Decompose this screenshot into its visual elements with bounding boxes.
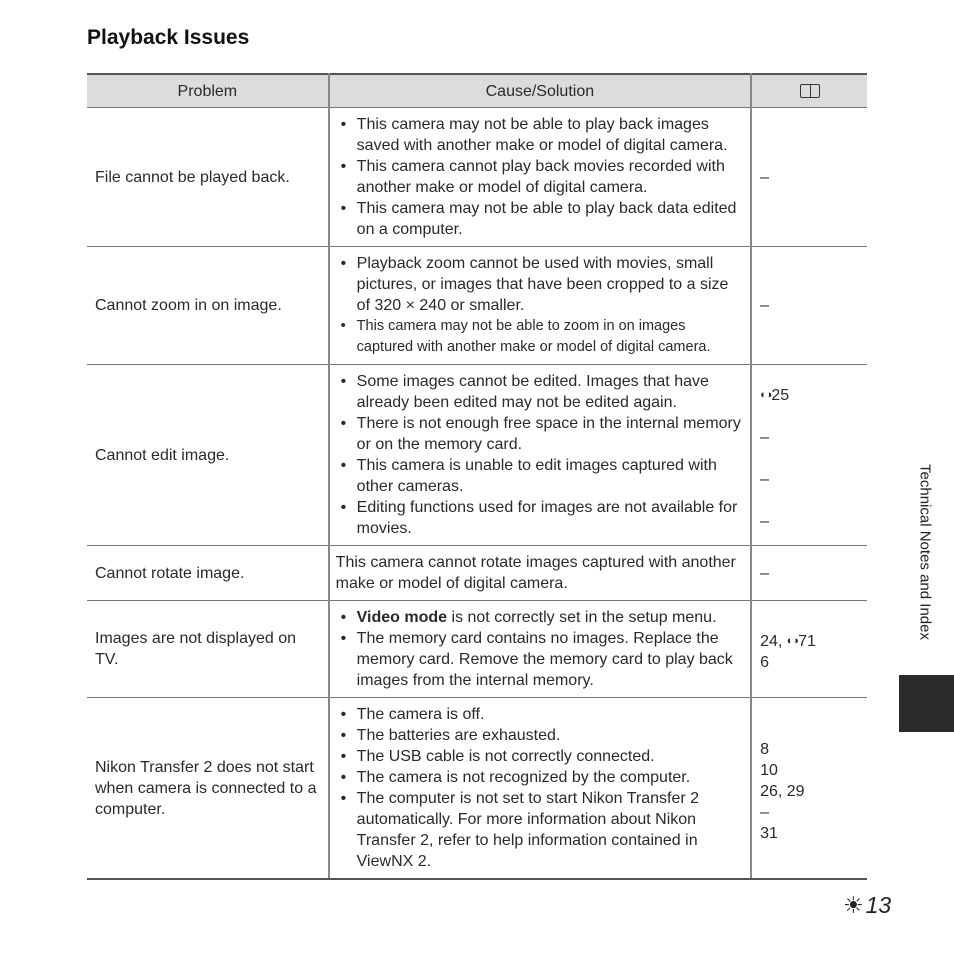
reference-cell: –	[751, 247, 867, 365]
list-item: • The computer is not set to start Nikon Transfer 2 automatically. For more information about Nikon Transfer 2, refer to help information contained in ViewNX 2.	[336, 788, 744, 872]
column-header-problem: Problem	[87, 74, 329, 108]
list-item: • The camera is off.	[336, 704, 744, 725]
reference-cell: –	[751, 546, 867, 601]
reference-value: –	[760, 803, 769, 821]
problem-cell: Cannot rotate image.	[87, 546, 329, 601]
list-item: • The camera is not recognized by the computer.	[336, 767, 744, 788]
list-item: • Some images cannot be edited. Images that have already been edited may not be edited again.	[336, 371, 744, 413]
reference-link[interactable]: ◐◑25	[760, 386, 790, 404]
reference-link[interactable]: 24, ◐◑71	[760, 633, 816, 650]
reference-value: 6	[760, 654, 769, 671]
list-item: • The batteries are exhausted.	[336, 725, 744, 746]
cause-solution-cell	[329, 365, 751, 546]
section-tab-marker	[899, 675, 954, 732]
list-item: • The USB cable is not correctly connected.	[336, 746, 744, 767]
cause-solution-cell	[329, 108, 751, 247]
list-item: • Playback zoom cannot be used with movies, small pictures, or images that have been cropped to a size of 320 × 240 or smaller.	[336, 253, 744, 316]
reference-cell	[751, 365, 867, 546]
problem-cell: File cannot be played back.	[87, 108, 329, 247]
book-icon	[800, 84, 820, 98]
table-row	[87, 247, 867, 365]
table-header-row	[87, 74, 867, 108]
reference-value: 10	[760, 761, 778, 779]
technical-notes-icon: ☀	[843, 892, 864, 918]
reference-value: 26, 29	[760, 782, 805, 800]
table-row	[87, 698, 867, 880]
section-side-label: Technical Notes and Index	[916, 464, 934, 640]
reference-value: –	[760, 470, 769, 488]
reference-value: 31	[760, 824, 778, 842]
table-row	[87, 601, 867, 698]
page-number: ☀13	[843, 892, 892, 918]
list-item: • There is not enough free space in the internal memory or on the memory card.	[336, 413, 744, 455]
table-row	[87, 365, 867, 546]
list-item: • This camera may not be able to play back images saved with another make or model of digital camera.	[336, 114, 744, 156]
column-header-reference	[751, 74, 867, 108]
table-row	[87, 546, 867, 601]
problem-cell: Cannot edit image.	[87, 365, 329, 546]
problem-cell: Images are not displayed on TV.	[87, 601, 329, 698]
playback-issues-table	[87, 73, 867, 880]
list-item: • Video mode is not correctly set in the setup menu.	[336, 607, 744, 628]
video-mode-label: Video mode	[356, 609, 448, 626]
reference-section-icon: ◐◑	[760, 388, 772, 401]
reference-cell: –	[751, 108, 867, 247]
reference-cell	[751, 601, 867, 698]
reference-value: –	[760, 512, 769, 530]
list-item: • This camera may not be able to zoom in on images captured with another make or model of digital camera.	[336, 316, 744, 358]
reference-value: 8	[760, 740, 769, 758]
list-item: • This camera is unable to edit images captured with other cameras.	[336, 455, 744, 497]
column-header-cause-solution: Cause/Solution	[329, 74, 751, 108]
reference-value: –	[760, 428, 769, 446]
problem-cell: Cannot zoom in on image.	[87, 247, 329, 365]
cause-solution-cell	[329, 698, 751, 880]
list-item: • The memory card contains no images. Replace the memory card. Remove the memory card to play back images from the internal memory.	[336, 628, 744, 691]
page-title: Playback Issues	[87, 26, 250, 49]
reference-cell	[751, 698, 867, 880]
list-item: • This camera cannot play back movies recorded with another make or model of digital camera.	[336, 156, 744, 198]
list-item: • Editing functions used for images are not available for movies.	[336, 497, 744, 539]
cause-solution-cell	[329, 247, 751, 365]
cause-solution-cell: This camera cannot rotate images captured with another make or model of digital camera.	[329, 546, 751, 601]
reference-section-icon: ◐◑	[786, 635, 799, 647]
cause-solution-cell	[329, 601, 751, 698]
list-item: • This camera may not be able to play back data edited on a computer.	[336, 198, 744, 240]
table-row	[87, 108, 867, 247]
problem-cell: Nikon Transfer 2 does not start when camera is connected to a computer.	[87, 698, 329, 880]
